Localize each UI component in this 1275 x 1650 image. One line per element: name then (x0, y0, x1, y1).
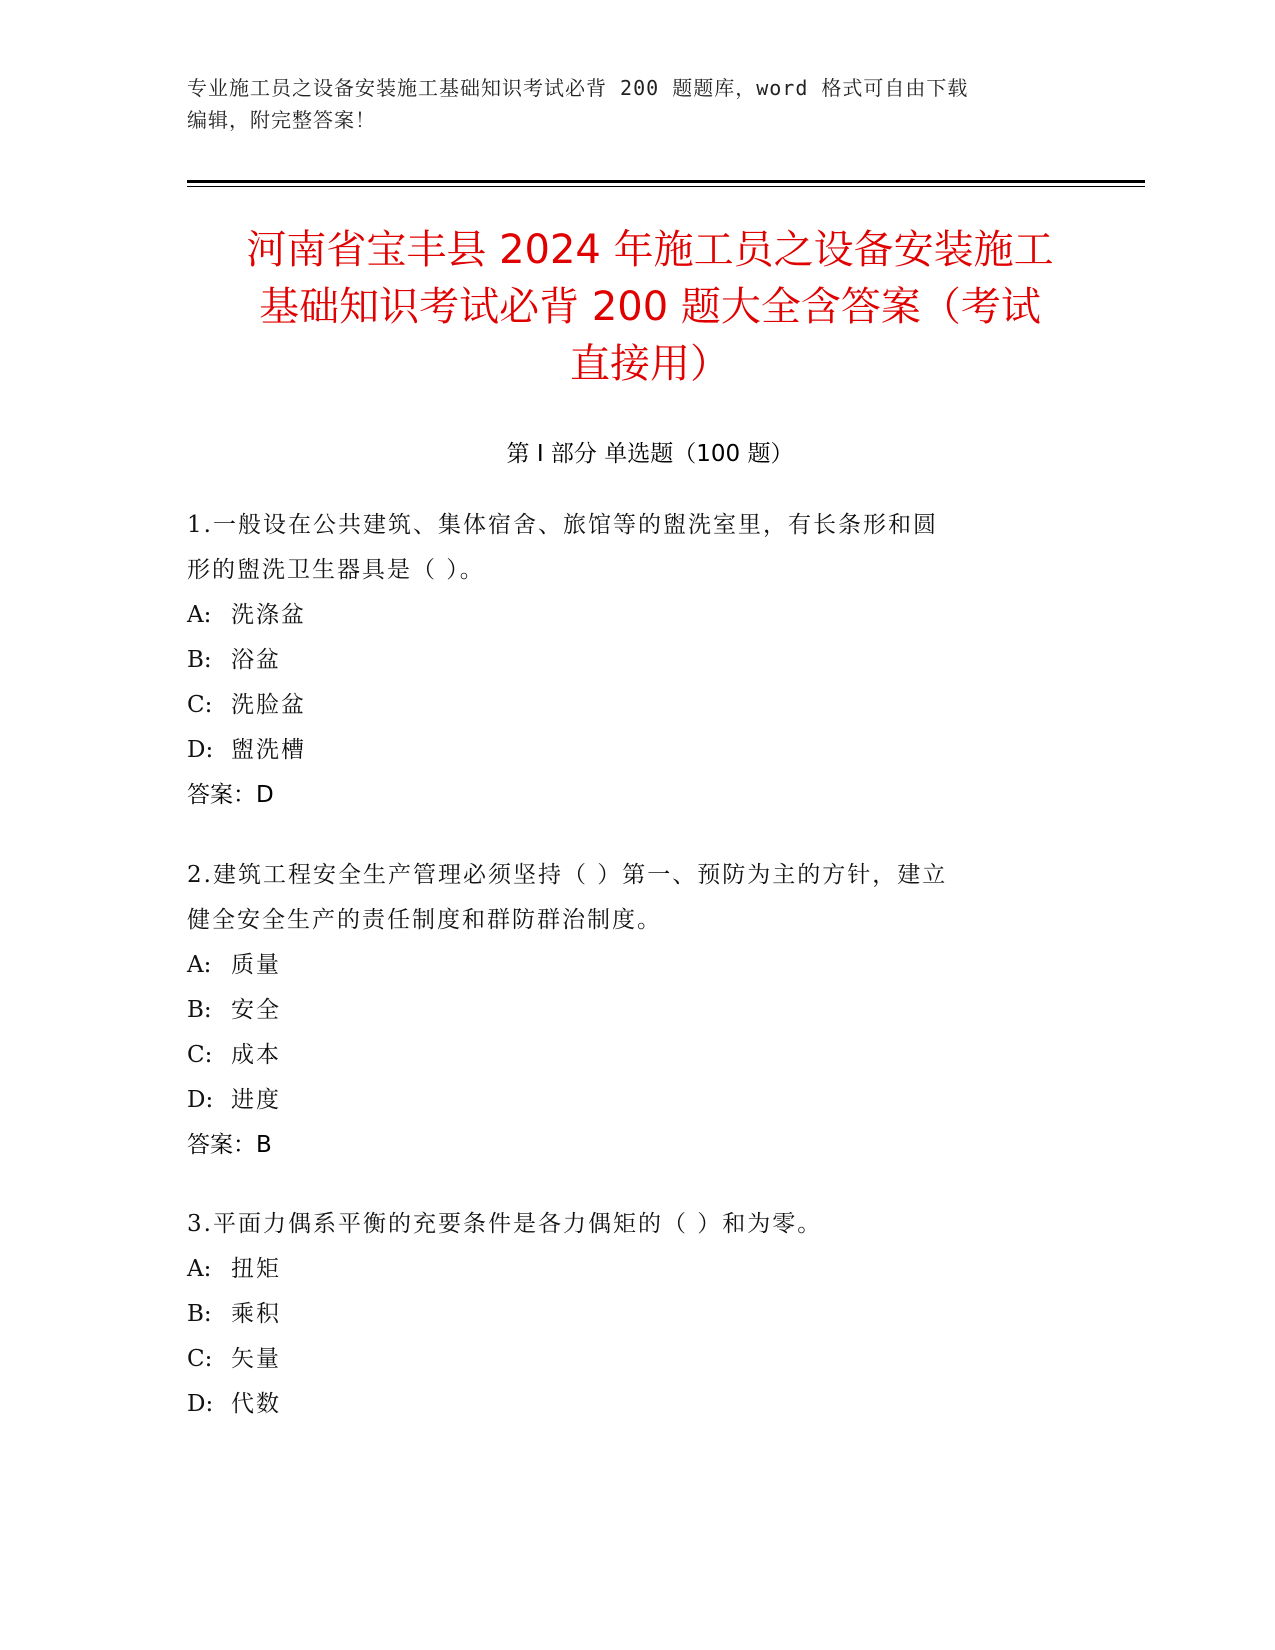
option-c (187, 1337, 1087, 1382)
option-text: 盥洗槽 (231, 737, 306, 763)
document-title-line-2: 基础知识考试必背 200 题大全含答案（考试 (259, 284, 1041, 330)
option-letter: A: (187, 602, 212, 628)
question-3 (187, 1202, 1087, 1427)
question-stem-line-1: 3.平面力偶系平衡的充要条件是各力偶矩的（ ）和为零。 (187, 1211, 823, 1237)
option-letter: B: (187, 1301, 212, 1327)
option-a (187, 593, 1087, 638)
option-b (187, 988, 1087, 1033)
header-divider-thick (187, 180, 1145, 183)
option-letter: C: (187, 1346, 213, 1372)
option-text: 代数 (231, 1391, 281, 1417)
header-divider-thin (187, 186, 1145, 187)
header-note-line-2: 编辑，附完整答案！ (187, 108, 376, 132)
option-c (187, 683, 1087, 728)
option-text: 成本 (231, 1042, 281, 1068)
option-d (187, 1078, 1087, 1123)
option-letter: D: (187, 1087, 214, 1113)
option-letter: C: (187, 692, 213, 718)
question-stem (187, 503, 1087, 593)
answer-line: 答案：B (187, 1132, 272, 1158)
option-a (187, 1247, 1087, 1292)
document-title-line-3: 直接用） (570, 341, 730, 387)
option-text: 进度 (231, 1087, 281, 1113)
question-2 (187, 853, 1087, 1168)
option-letter: D: (187, 1391, 214, 1417)
option-d (187, 1382, 1087, 1427)
answer-line: 答案：D (187, 782, 274, 808)
option-text: 乘积 (231, 1301, 281, 1327)
question-stem-line-2: 形的盥洗卫生器具是（ ）。 (187, 557, 485, 583)
option-text: 安全 (231, 997, 281, 1023)
header-note-line-1: 专业施工员之设备安装施工基础知识考试必背 200 题题库，word 格式可自由下载 (187, 76, 969, 100)
option-text: 扭矩 (231, 1256, 281, 1282)
header-note (187, 72, 1087, 136)
option-letter: B: (187, 997, 212, 1023)
option-text: 浴盆 (231, 647, 281, 673)
option-letter: A: (187, 1256, 212, 1282)
option-b (187, 638, 1087, 683)
question-stem-line-1: 2.建筑工程安全生产管理必须坚持（ ）第一、预防为主的方针，建立 (187, 862, 948, 888)
document-title-line-1: 河南省宝丰县 2024 年施工员之设备安装施工 (246, 227, 1054, 273)
option-a (187, 943, 1087, 988)
option-text: 洗涤盆 (231, 602, 306, 628)
question-stem-line-1: 1.一般设在公共建筑、集体宿舍、旅馆等的盥洗室里，有长条形和圆 (187, 512, 938, 538)
option-letter: C: (187, 1042, 213, 1068)
question-stem (187, 853, 1087, 943)
option-text: 质量 (231, 952, 281, 978)
option-letter: A: (187, 952, 212, 978)
option-b (187, 1292, 1087, 1337)
question-stem-line-2: 健全安全生产的责任制度和群防群治制度。 (187, 907, 662, 933)
option-c (187, 1033, 1087, 1078)
option-d (187, 728, 1087, 773)
option-letter: D: (187, 737, 214, 763)
option-text: 矢量 (231, 1346, 281, 1372)
option-text: 洗脸盆 (231, 692, 306, 718)
question-1 (187, 503, 1087, 818)
document-title (150, 222, 1150, 393)
question-stem (187, 1202, 1087, 1247)
option-letter: B: (187, 647, 212, 673)
section-title: 第 I 部分 单选题（100 题） (506, 441, 794, 467)
